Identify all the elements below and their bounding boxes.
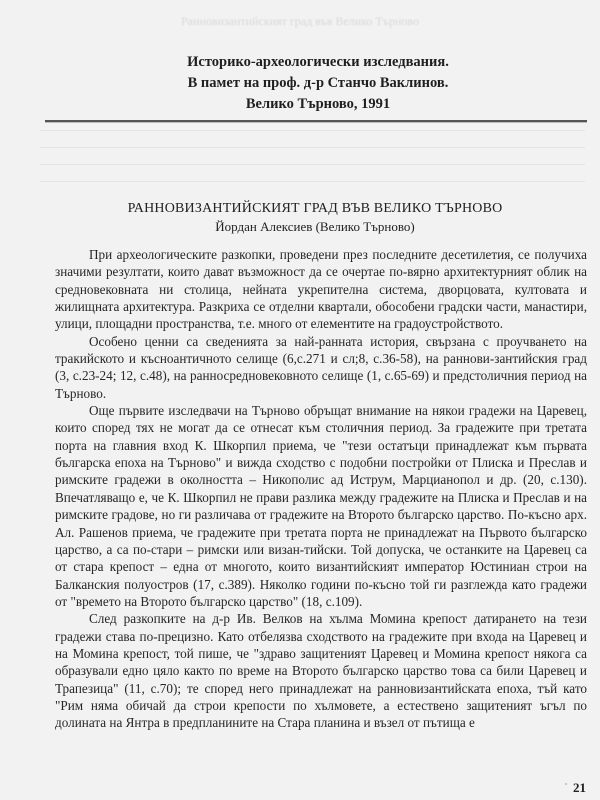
paragraph: Особено ценни са сведенията за най-ранната история, свързана с проучването на тракийското и късноантичното селище (6,с.271 и сл;8, с.36-58), на раннови-зантийския град (3, с.23-24; 12, с.48), на ранносредновековното селище (1, с.65-69) и предстоличния период на Търново. (55, 333, 587, 401)
article-title: РАННОВИЗАНТИЙСКИЯТ ГРАД ВЪВ ВЕЛИКО ТЪРНОВО (127, 201, 503, 216)
publication-header (50, 52, 586, 115)
bleed-through-line (40, 164, 585, 165)
scan-speck (565, 783, 567, 785)
paragraph: След разкопките на д-р Ив. Велков на хълма Момина крепост датирането на тези градежи става по-прецизно. Като отбелязва сходството на градежите при входа на Царевец и на Момина крепост, той пише, че "здраво защитеният Царевец и Момина крепост някога са образували едно цяло както по време на Второто българско царство това са били Царевец и Трапезица" (11, с.70); те според него принадлежат на ранновизантийската епоха, тъй като "Рим няма обичай да строи крепости по хълмовете, а естествено защитеният ъгъл по долината на Янтра в предпланините на Стара планина и възел от пътища е (55, 611, 587, 731)
article-author: Йордан Алексиев (Велико Търново) (215, 219, 415, 234)
bleed-through-line (40, 181, 585, 182)
paragraph: При археологическите разкопки, проведени през последните десетилетия, се получиха значими резултати, които дават възможност да се очертае по-вярно архитектурният облик на средновековната ни столица, нейната укрепителна система, дворцовата, култовата и жилищната архитектура. Разкриха се отделни квартали, обособени градски части, манастири, улици, площадни пространства, т.е. много от елементите на градоустройството. (55, 247, 587, 332)
header-line-series: Историко-археологически изследвания. (187, 54, 449, 70)
paragraph: Още първите изследвачи на Търново обръщат внимание на някои градежи на Царевец, които според тях не могат да се отнесат към столичния период. За градежите при третата порта на главния вход К. Шкорпил приема, че "тези остатъци принадлежат към първата българска епоха на Търново" и вижда сходство с подобни постройки от Плиска и Преслав и римските градежи в околността – Никополис ад Иструм, Марцианопол и др. (20, с.130). Впечатляващо е, че К. Шкорпил не прави разлика между градежите на Плиска и Преслав и на римските градове, но ги различава от градежите на Второто българско царство. По-късно арх. Ал. Рашенов приема, че градежите при третата порта не принадлежат на Първото българско царство, а са по-стари – римски или визан-тийски. Той допуска, че останките на Царевец са от стара крепост – една от многото, които византийският император Юстиниан строи на Балканския полуостров (17, с.389). Няколко години по-късно той ги разглежда като градежи от "времето на Второто българско царство" (18, с.109). (55, 403, 587, 609)
bleed-through-line (40, 147, 585, 148)
bleed-through-text: Ранновизантийският град във Велико Търново (181, 14, 419, 28)
header-line-place-year: Велико Търново, 1991 (245, 96, 391, 112)
header-divider (45, 120, 587, 123)
article-body (55, 246, 587, 732)
page-number: 21 (573, 780, 586, 795)
bleed-through-line (40, 130, 585, 131)
header-line-dedication: В памет на проф. д-р Станчо Ваклинов. (187, 75, 449, 91)
